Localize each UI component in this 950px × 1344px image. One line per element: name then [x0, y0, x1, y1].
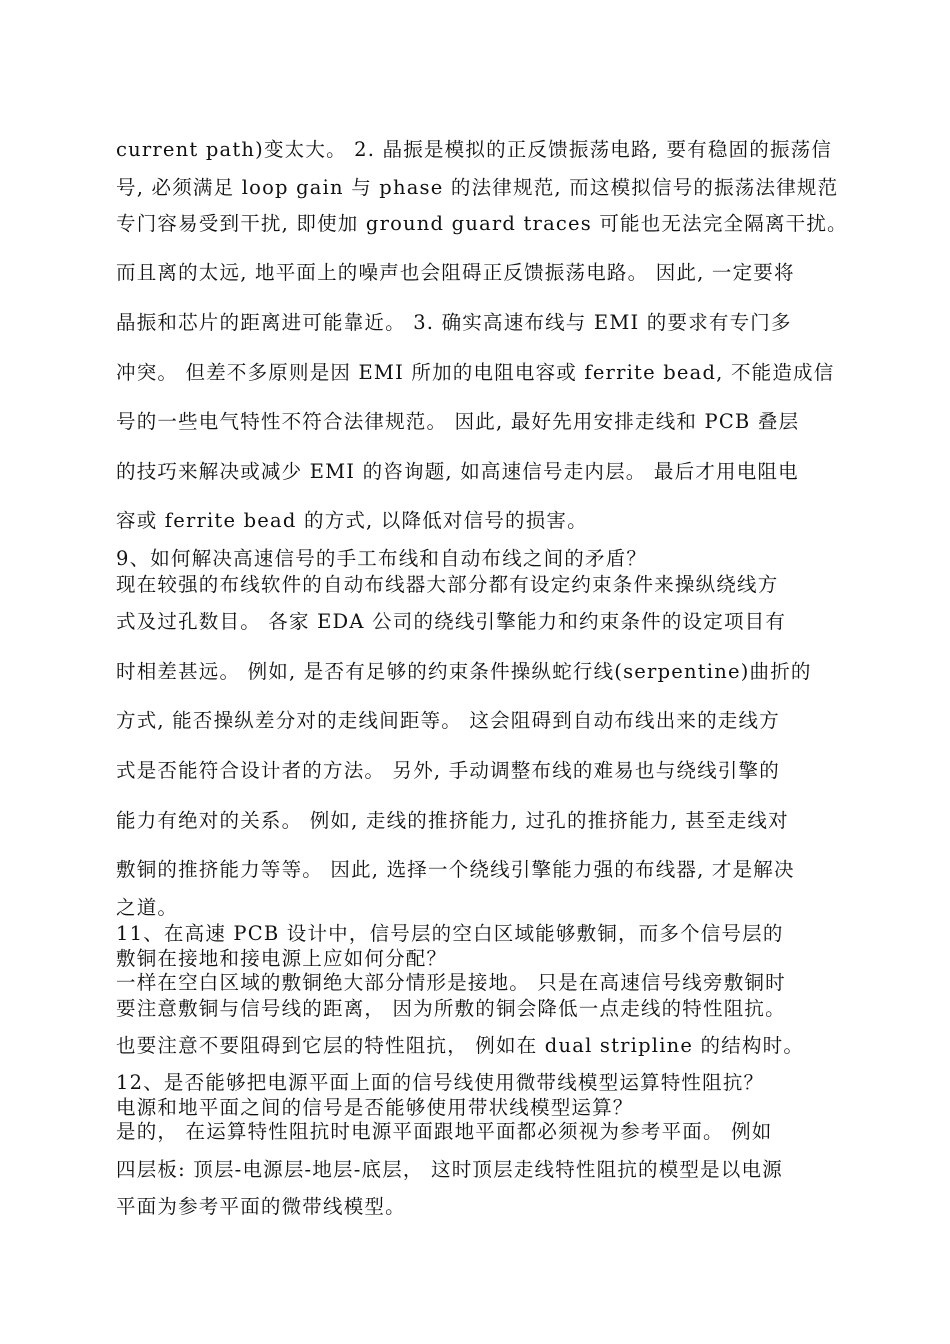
paragraph-line: 冲突。 但差不多原则是因 EMI 所加的电阻电容或 ferrite bead, 不能造成信: [116, 361, 835, 384]
paragraph-line: 能力有绝对的关系。 例如, 走线的推挤能力, 过孔的推挤能力, 甚至走线对: [116, 809, 789, 832]
paragraph-line: 方式, 能否操纵差分对的走线间距等。 这会阻碍到自动布线出来的走线方: [116, 709, 780, 732]
question-heading: 9、如何解决高速信号的手工布线和自动布线之间的矛盾？: [116, 547, 648, 570]
question-heading: 12、是否能够把电源平面上面的信号线使用微带线模型运算特性阻抗？: [116, 1071, 765, 1094]
question-heading-continued: 敷铜在接地和接电源上应如何分配？: [116, 947, 448, 970]
paragraph-line: 之道。: [116, 896, 179, 919]
paragraph-line: 号的一些电气特性不符合法律规范。 因此, 最好先用安排走线和 PCB 叠层: [116, 410, 800, 433]
paragraph-line: 要注意敷铜与信号线的距离， 因为所敷的铜会降低一点走线的特性阻抗。: [116, 997, 786, 1020]
paragraph-line: 敷铜的推挤能力等等。 因此, 选择一个绕线引擎能力强的布线器, 才是解决: [116, 858, 795, 881]
paragraph-line: 一样在空白区域的敷铜绝大部分情形是接地。 只是在高速信号线旁敷铜时: [116, 971, 786, 994]
paragraph-line: 而且离的太远, 地平面上的噪声也会阻碍正反馈振荡电路。 因此, 一定要将: [116, 261, 795, 284]
question-heading-continued: 电源和地平面之间的信号是否能够使用带状线模型运算？: [116, 1096, 634, 1119]
paragraph-line: 容或 ferrite bead 的方式, 以降低对信号的损害。: [116, 509, 588, 532]
paragraph-line: 平面为参考平面的微带线模型。: [116, 1195, 406, 1218]
paragraph-line: 专门容易受到干扰, 即使加 ground guard traces 可能也无法完全隔离干扰。: [116, 212, 848, 235]
paragraph-line: 的技巧来解决或减少 EMI 的咨询题, 如高速信号走内层。 最后才用电阻电: [116, 460, 799, 483]
paragraph-line: 时相差甚远。 例如, 是否有足够的约束条件操纵蛇行线(serpentine)曲折的: [116, 660, 812, 683]
paragraph-line: 晶振和芯片的距离进可能靠近。 3. 确实高速布线与 EMI 的要求有专门多: [116, 311, 792, 334]
paragraph-line: 也要注意不要阻碍到它层的特性阻抗， 例如在 dual stripline 的结构时。: [116, 1034, 805, 1057]
paragraph-line: 式是否能符合设计者的方法。 另外, 手动调整布线的难易也与绕线引擎的: [116, 759, 780, 782]
paragraph-line: 现在较强的布线软件的自动布线器大部分都有设定约束条件来操纵绕线方: [116, 573, 779, 596]
paragraph-line: 号, 必须满足 loop gain 与 phase 的法律规范, 而这模拟信号的振荡法律规范: [116, 176, 839, 199]
question-heading: 11、在高速 PCB 设计中，信号层的空白区域能够敷铜，而多个信号层的: [116, 922, 784, 945]
paragraph-line: 式及过孔数目。 各家 EDA 公司的绕线引擎能力和约束条件的设定项目有: [116, 610, 787, 633]
paragraph-line: 是的， 在运算特性阻抗时电源平面跟地平面都必须视为参考平面。 例如: [116, 1120, 773, 1143]
paragraph-line: current path)变太大。 2. 晶振是模拟的正反馈振荡电路, 要有稳固的振荡信: [116, 138, 833, 161]
paragraph-line: 四层板: 顶层-电源层-地层-底层， 这时顶层走线特性阻抗的模型是以电源: [116, 1158, 783, 1181]
